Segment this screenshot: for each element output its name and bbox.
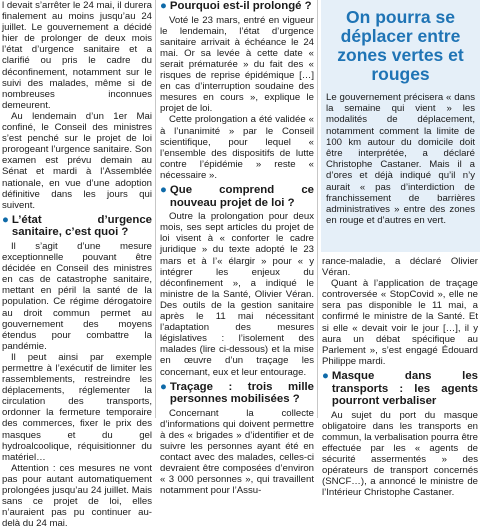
section-heading: ● Que comprend ce nouveau projet de loi ? [160, 184, 314, 209]
paragraph: Attention : ces mesures ne vont pas pour autant automatiquement prolongées jusqu’au 24 juillet. Mais sans ce projet de loi, elles n’auraient pas pu continuer au-delà du 24 mai. [2, 462, 152, 529]
bullet-icon: ● [2, 213, 9, 226]
column-1 [2, 0, 152, 529]
bullet-icon: ● [322, 369, 329, 382]
paragraph: Il peut ainsi par exemple permettre à l’exécutif de limiter les rassemblements, restreindre les déplacements, réglementer la circulation des transports, ordonner la fermeture temporaire des commerces, fixer le prix des masques et du gel hydroalcoolique, réquisitionner du matériel… [2, 351, 152, 463]
paragraph: Au lendemain d’un 1er Mai confiné, le Conseil des ministres s’est penché sur le projet de loi prorogeant l’urgence sanitaire. Son examen est prévu demain au Sénat et mardi à l’Assemblée nationale, en vue d’une adoption définitive dans les jours qui suivent. [2, 110, 152, 211]
column-2 [160, 0, 314, 497]
column-divider [155, 0, 156, 418]
column-divider [317, 0, 318, 418]
paragraph: Cette prolongation a été validée « à l’unanimité » par le Conseil scientifique, pour lequel « l’ensemble des dispositifs de lutte contre l’épidémie » reste « nécessaire ». [160, 114, 314, 181]
bullet-icon: ● [160, 380, 167, 393]
paragraph: Quant à l’application de traçage controversée « StopCovid », elle ne sera pas disponible le 11 mai, a confirmé le ministre de la Santé. Et si elle « devait voir le jour […], il y aura un débat spécifique au Parlement », s’est engagé Édouard Philippe mardi. [322, 278, 478, 367]
paragraph: Il s’agit d’une mesure exceptionnelle pouvant être décidée en Conseil des ministres en cas de catastrophe sanitaire, mettant en péril la santé de la population. Ce régime dérogatoire au droit commun permet au gouvernement des moyens étendus pour combattre la pandémie. [2, 240, 152, 352]
sidebar-box [321, 0, 480, 252]
paragraph: Voté le 23 mars, entré en vigueur le lendemain, l’état d’urgence sanitaire arrivait à échéance le 24 mai. Or sa levée à cette date « serait prématurée » du fait des « risques de reprise épidémique […] en cas d’interruption soudaine des mesures en cours », explique le projet de loi. [160, 14, 314, 115]
paragraph: Concernant la collecte d’informations qui doivent permettre à des « brigades » d’identifier et de suivre les personnes ayant été en contact avec des malades, celles-ci devraient être composées d’environ « 3 000 personnes », qui travaillent notamment pour l’Assu- [160, 407, 314, 497]
paragraph: l devait s’arrêter le 24 mai, il durera finalement au moins jusqu’au 24 juillet. Le gouvernement a décidé hier de prolonger de deux mois l’état d’urgence sanitaire et a clarifié ou pris le cadre du déconfinement, notamment sur le suivi des malades, même si de nombreuses inconnues demeurent. [2, 0, 152, 111]
section-heading: ● L’état d’urgence sanitaire, c’est quoi ? [2, 213, 152, 239]
box-title: On pourra se déplacer entre zones vertes et rouges [337, 7, 464, 84]
section-heading: ● Traçage : trois mille personnes mobilisées ? [160, 380, 314, 406]
section-heading: ● Masque dans les transports : les agents pourront verbaliser [322, 369, 478, 408]
paragraph: rance-maladie, a déclaré Olivier Véran. [322, 256, 478, 279]
column-3 [322, 256, 478, 499]
box-text: Le gouvernement précisera « dans la semaine qui vient » les modalités de déplacement, notamment comment la limite de 100 km autour du domicile doit être interprétée, a déclaré Christophe Castaner. Mais il a d’ores et déjà indiqué qu’il n’y aurait « pas d’interdiction de franchissement de barrières administratives » entre des zones en rouge et d’autres en vert. [326, 92, 475, 227]
bullet-icon: ● [160, 0, 167, 12]
bullet-icon: ● [160, 184, 167, 196]
section-heading: ● Pourquoi est-il prolongé ? [160, 0, 312, 12]
paragraph: Outre la prolongation pour deux mois, ses sept articles du projet de loi visent à « conforter le cadre juridique » du texte adopté le 23 mars et à l’« élargir » pour « y intégrer les enjeux du déconfinement », a indiqué le ministre de la Santé, Olivier Véran. Des outils de la gestion sanitaire après le 11 mai nécessitant l’adaptation des mesures législatives : l’isolement des malades (lire ci-dessous) et la mise en œuvre d’un traçage les concernant, eux et leur entourage. [160, 211, 314, 378]
paragraph: Au sujet du port du masque obligatoire dans les transports en commun, la verbalisation pourra être effectuée par les « agents de sécurité assermentés » des opérateurs de transport concernés (SNCF…), a annoncé le ministre de l’Intérieur Christophe Castaner. [322, 409, 478, 499]
